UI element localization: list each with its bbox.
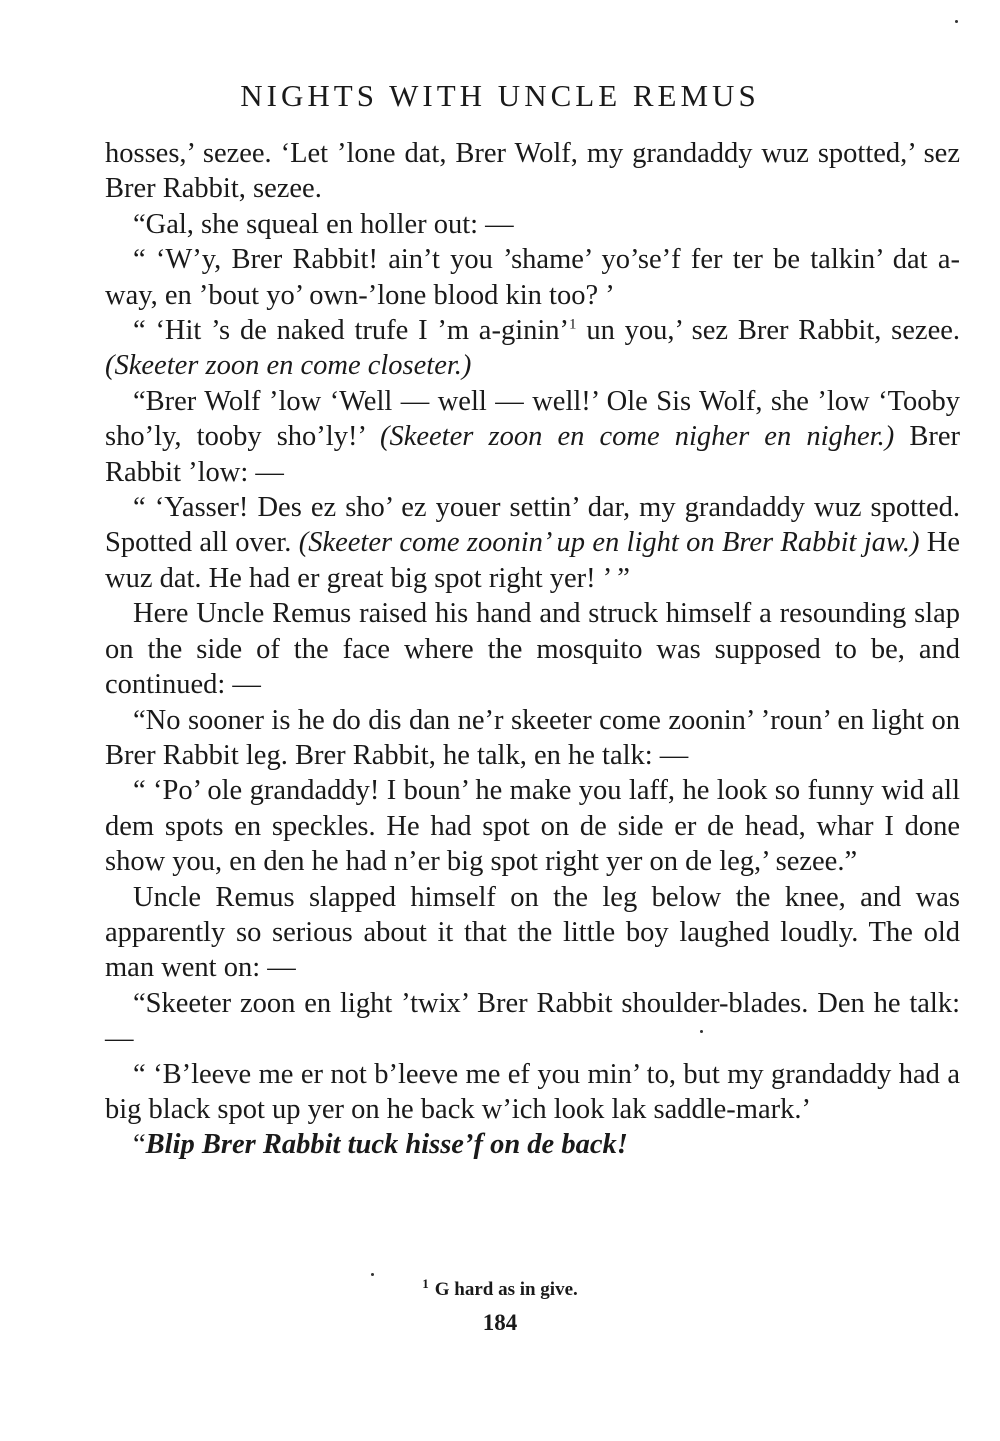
stage-direction: Blip Brer Rabbit tuck hisse’f on de back! <box>145 1129 628 1161</box>
text-run: hosses,’ sezee. ‘Let ’lone dat, Brer Wolf, my grandaddy wuz spotted,’ sez Brer Rabbit, sezee. <box>105 138 960 205</box>
footnote <box>0 1277 1000 1303</box>
paragraph <box>105 773 960 879</box>
scan-speck <box>371 1273 374 1276</box>
page-number: 184 <box>482 1310 518 1335</box>
paragraph <box>105 703 960 774</box>
stage-direction: (Skeeter come zoonin’ up en light on Brer Rabbit jaw.) <box>298 527 920 559</box>
paragraph <box>105 1127 960 1162</box>
text-run: “No sooner is he do dis dan ne’r skeeter come zoonin’ ’roun’ en light on Brer Rabbit leg. Brer Rabbit, he talk, en he talk: — <box>105 704 960 771</box>
text-run: “ ‘Hit ’s de naked trufe I ’m a-ginin’ <box>133 315 570 347</box>
text-run: “ ‘Yasser! Des ez sho’ ez youer settin’ dar, my grandaddy wuz spotted. Spotted all over. <box>105 492 960 559</box>
text-run: “ ‘B’leeve me er not b’leeve me ef you min’ to, but my grandaddy had a big black spot up yer on he back w’ich look lak saddle-mark.’ <box>105 1058 960 1125</box>
text-run: “ <box>133 1129 146 1161</box>
text-run: un you,’ sez Brer Rabbit, sezee. <box>576 315 961 347</box>
paragraph <box>105 136 960 207</box>
paragraph <box>105 207 960 242</box>
text-run: “ ‘Po’ ole grandaddy! I boun’ he make you laff, he look so funny wid all dem spots en speckles. He had spot on de side er de head, whar I done show you, en den he had n’er big spot right yer on de leg,’ sezee.” <box>105 775 960 878</box>
text-run: Brer Rabbit ’low: — <box>105 421 960 488</box>
paragraph <box>105 880 960 986</box>
stage-direction: (Skeeter zoon en come nigher en nigher.) <box>379 421 895 453</box>
paragraph <box>105 1057 960 1128</box>
text-run: Here Uncle Remus raised his hand and struck himself a resounding slap on the side of the face where the mosquito was supposed to be, and continued: — <box>105 598 960 701</box>
text-run: “ ‘W’y, Brer Rabbit! ain’t you ’shame’ yo’se’f fer ter be talkin’ dat a-way, en ’bout yo’ own-’lone blood kin too? ’ <box>105 244 960 311</box>
text-run: Uncle Remus slapped himself on the leg below the knee, and was apparently so serious about it that the little boy laughed loudly. The old man went on: — <box>105 881 960 984</box>
scan-speck <box>955 20 958 23</box>
paragraph <box>105 313 960 384</box>
footnote-number: 1 <box>422 1275 429 1291</box>
text-run: “Skeeter zoon en light ’twix’ Brer Rabbit shoulder-blades. Den he talk: — <box>105 987 960 1055</box>
running-head: NIGHTS WITH UNCLE REMUS <box>240 78 760 113</box>
text-run: He wuz dat. He had er great big spot right yer! ’ ” <box>105 527 961 594</box>
scan-speck <box>700 1030 703 1033</box>
stage-direction: (Skeeter zoon en come closeter.) <box>105 350 472 382</box>
paragraph <box>105 242 960 313</box>
footnote-text: G hard as in give. <box>434 1279 578 1300</box>
paragraph <box>105 986 960 1057</box>
text-run: “Brer Wolf ’low ‘Well — well — well!’ Ole Sis Wolf, she ’low ‘Tooby sho’ly, tooby sho’ly!’ <box>105 385 960 453</box>
text-run: “Gal, she squeal en holler out: — <box>133 208 514 240</box>
paragraph <box>105 596 960 702</box>
paragraph <box>105 490 960 596</box>
body-text <box>105 136 960 1163</box>
paragraph <box>105 384 960 490</box>
footnote-reference: 1 <box>569 316 577 333</box>
